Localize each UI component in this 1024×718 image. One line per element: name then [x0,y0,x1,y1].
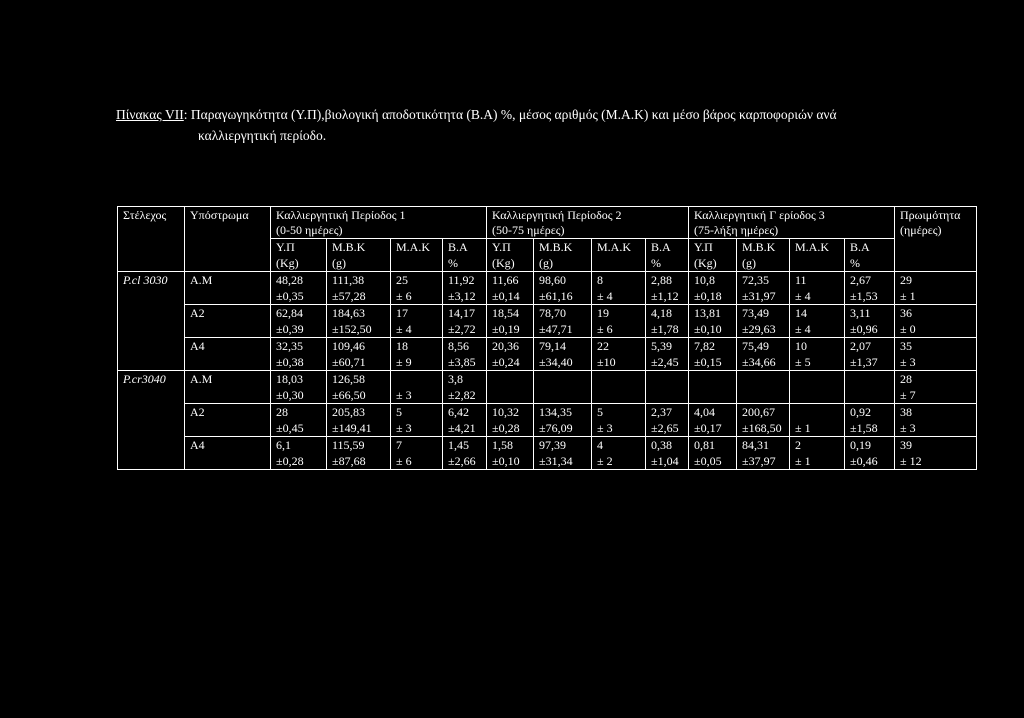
value-cell: 8,56 [443,338,487,355]
sd-cell: ± 0 [895,321,977,338]
table-row [118,404,977,421]
substrate-cell: Α4 [185,338,271,371]
sd-cell: ±0,14 [487,288,534,305]
value-cell [646,371,689,388]
sd-cell: ± 9 [391,354,443,371]
value-cell: 134,35 [534,404,592,421]
subheader-cell: Μ.Α.Κ [790,239,845,272]
sd-cell: ±2,66 [443,453,487,470]
value-cell: 19 [592,305,646,322]
value-cell: 13,81 [689,305,737,322]
sd-cell: ±1,04 [646,453,689,470]
value-cell: 11,92 [443,272,487,289]
sd-cell: ± 4 [592,288,646,305]
caption-text: : Παραγωγηκότητα (Υ.Π),βιολογική αποδοτικότητα (Β.Α) %, μέσος αριθμός (Μ.Α.Κ) και μέσο βάρος καρποφοριών ανά [183,107,837,122]
sd-cell: ± 4 [790,288,845,305]
sd-cell: ±4,21 [443,420,487,437]
strain-cell: P.cr3040 [118,371,185,404]
value-cell: 84,31 [737,437,790,454]
sd-cell: ±37,97 [737,453,790,470]
sd-cell [790,387,845,404]
header-period-2: Καλλιεργητική Περίοδος 2 (50-75 ημέρες) [487,207,689,239]
sd-cell: ± 6 [391,288,443,305]
value-cell: 2,07 [845,338,895,355]
sd-cell: ± 7 [895,387,977,404]
value-cell: 0,92 [845,404,895,421]
table-row [118,305,977,322]
sd-cell: ± 5 [790,354,845,371]
sd-cell [845,387,895,404]
substrate-cell: Α.Μ [185,371,271,404]
sd-cell: ± 2 [592,453,646,470]
sd-cell: ±2,45 [646,354,689,371]
sd-cell: ± 4 [391,321,443,338]
sd-cell: ± 4 [790,321,845,338]
value-cell: 3,11 [845,305,895,322]
substrate-cell: Α4 [185,437,271,470]
sd-cell: ±0,28 [271,453,327,470]
sd-cell [646,387,689,404]
sd-cell: ± 3 [895,420,977,437]
value-cell [592,371,646,388]
value-cell: 39 [895,437,977,454]
value-cell: 5,39 [646,338,689,355]
value-cell: 184,63 [327,305,391,322]
value-cell [534,371,592,388]
sd-cell: ±1,37 [845,354,895,371]
sd-cell: ±149,41 [327,420,391,437]
sd-cell: ±31,34 [534,453,592,470]
subheader-cell: Μ.Β.Κ (g) [737,239,790,272]
sd-cell: ±2,72 [443,321,487,338]
sd-cell: ±34,66 [737,354,790,371]
sd-cell: ±0,15 [689,354,737,371]
value-cell: 38 [895,404,977,421]
sd-cell: ± 3 [895,354,977,371]
sd-cell [737,387,790,404]
value-cell: 29 [895,272,977,289]
value-cell: 72,35 [737,272,790,289]
sd-cell: ±1,58 [845,420,895,437]
value-cell: 10 [790,338,845,355]
sd-cell: ±0,30 [271,387,327,404]
value-cell: 97,39 [534,437,592,454]
value-cell: 22 [592,338,646,355]
sd-cell: ± 12 [895,453,977,470]
subheader-cell: Υ.Π (Kg) [487,239,534,272]
value-cell [737,371,790,388]
value-cell [790,404,845,421]
value-cell: 6,1 [271,437,327,454]
value-cell: 7 [391,437,443,454]
sd-cell: ±0,10 [689,321,737,338]
value-cell: 4,04 [689,404,737,421]
value-cell: 126,58 [327,371,391,388]
value-cell: 73,49 [737,305,790,322]
value-cell: 62,84 [271,305,327,322]
value-cell: 32,35 [271,338,327,355]
sd-cell: ± 6 [391,453,443,470]
value-cell: 111,38 [327,272,391,289]
sd-cell: ±0,28 [487,420,534,437]
header-period-3: Καλλιεργητική Γ ερίοδος 3 (75-λήξη ημέρες) [689,207,895,239]
header-substrate: Υπόστρωμα [185,207,271,272]
value-cell: 14,17 [443,305,487,322]
sd-cell: ±0,46 [845,453,895,470]
value-cell: 28 [271,404,327,421]
caption-lead: Πίνακας VII [116,107,184,122]
sd-cell: ±1,53 [845,288,895,305]
sd-cell [534,387,592,404]
strain-cell [118,437,185,470]
sd-cell [689,387,737,404]
sd-cell: ± 1 [895,288,977,305]
value-cell: 115,59 [327,437,391,454]
value-cell: 8 [592,272,646,289]
substrate-cell: Α.Μ [185,272,271,305]
value-cell: 10,32 [487,404,534,421]
value-cell: 0,38 [646,437,689,454]
value-cell: 2,88 [646,272,689,289]
strain-cell [118,338,185,371]
value-cell [689,371,737,388]
sd-cell: ±0,38 [271,354,327,371]
sd-cell: ±61,16 [534,288,592,305]
value-cell: 109,46 [327,338,391,355]
sd-cell: ±34,40 [534,354,592,371]
value-cell: 36 [895,305,977,322]
sd-cell: ±2,82 [443,387,487,404]
sd-cell: ±87,68 [327,453,391,470]
sd-cell: ±10 [592,354,646,371]
value-cell: 78,70 [534,305,592,322]
value-cell: 205,83 [327,404,391,421]
sd-cell: ±2,65 [646,420,689,437]
value-cell: 25 [391,272,443,289]
sd-cell: ±0,45 [271,420,327,437]
header-period-1: Καλλιεργητική Περίοδος 1 (0-50 ημέρες) [271,207,487,239]
sd-cell: ±0,39 [271,321,327,338]
table-row [118,437,977,454]
value-cell [487,371,534,388]
results-table [117,206,977,470]
value-cell: 0,19 [845,437,895,454]
sd-cell: ± 3 [391,387,443,404]
sd-cell: ± 3 [391,420,443,437]
caption-line2: καλλιεργητική περίοδο. [198,128,327,143]
value-cell: 1,58 [487,437,534,454]
sd-cell: ±31,97 [737,288,790,305]
sd-cell: ±0,10 [487,453,534,470]
subheader-cell: Μ.Β.Κ (g) [327,239,391,272]
table-row [118,272,977,289]
value-cell: 98,60 [534,272,592,289]
value-cell: 4,18 [646,305,689,322]
subheader-cell: Μ.Α.Κ [391,239,443,272]
sd-cell: ±1,78 [646,321,689,338]
value-cell: 5 [391,404,443,421]
subheader-cell: Β.Α % [646,239,689,272]
sd-cell: ±57,28 [327,288,391,305]
sd-cell: ±0,05 [689,453,737,470]
value-cell: 28 [895,371,977,388]
sd-cell: ±0,96 [845,321,895,338]
value-cell: 7,82 [689,338,737,355]
value-cell: 3,8 [443,371,487,388]
value-cell: 2,37 [646,404,689,421]
value-cell: 5 [592,404,646,421]
sd-cell: ±3,12 [443,288,487,305]
sd-cell: ±1,12 [646,288,689,305]
value-cell: 18 [391,338,443,355]
sd-cell: ±29,63 [737,321,790,338]
value-cell: 18,54 [487,305,534,322]
value-cell: 18,03 [271,371,327,388]
sd-cell: ± 1 [790,453,845,470]
sd-cell: ±0,17 [689,420,737,437]
sd-cell: ±0,35 [271,288,327,305]
value-cell: 10,8 [689,272,737,289]
sd-cell: ±0,18 [689,288,737,305]
sd-cell: ±76,09 [534,420,592,437]
substrate-cell: Α2 [185,404,271,437]
subheader-cell: Υ.Π (Kg) [689,239,737,272]
value-cell: 0,81 [689,437,737,454]
sd-cell: ±168,50 [737,420,790,437]
value-cell: 48,28 [271,272,327,289]
subheader-cell: Β.Α % [845,239,895,272]
sd-cell: ±0,19 [487,321,534,338]
value-cell: 20,36 [487,338,534,355]
sd-cell: ±66,50 [327,387,391,404]
sd-cell: ±3,85 [443,354,487,371]
sd-cell: ±152,50 [327,321,391,338]
value-cell: 2,67 [845,272,895,289]
strain-cell: P.cl 3030 [118,272,185,305]
header-row-1 [118,207,977,239]
sd-cell: ±60,71 [327,354,391,371]
value-cell [391,371,443,388]
sd-cell: ± 1 [790,420,845,437]
sd-cell: ± 6 [592,321,646,338]
header-strain: Στέλεχος [118,207,185,272]
sd-cell: ±0,24 [487,354,534,371]
value-cell: 11,66 [487,272,534,289]
value-cell: 11 [790,272,845,289]
value-cell [845,371,895,388]
table-row [118,338,977,355]
value-cell: 75,49 [737,338,790,355]
table-row [118,371,977,388]
value-cell [790,371,845,388]
value-cell: 200,67 [737,404,790,421]
value-cell: 2 [790,437,845,454]
subheader-cell: Β.Α % [443,239,487,272]
sd-cell: ± 3 [592,420,646,437]
header-earliness: Πρωιμότητα (ημέρες) [895,207,977,272]
value-cell: 6,42 [443,404,487,421]
value-cell: 14 [790,305,845,322]
value-cell: 79,14 [534,338,592,355]
value-cell: 4 [592,437,646,454]
sd-cell: ±47,71 [534,321,592,338]
value-cell: 35 [895,338,977,355]
subheader-cell: Μ.Β.Κ (g) [534,239,592,272]
sd-cell [487,387,534,404]
value-cell: 17 [391,305,443,322]
substrate-cell: Α2 [185,305,271,338]
subheader-cell: Μ.Α.Κ [592,239,646,272]
value-cell: 1,45 [443,437,487,454]
strain-cell [118,404,185,437]
sd-cell [592,387,646,404]
table-caption [116,104,916,146]
strain-cell [118,305,185,338]
subheader-cell: Υ.Π (Kg) [271,239,327,272]
